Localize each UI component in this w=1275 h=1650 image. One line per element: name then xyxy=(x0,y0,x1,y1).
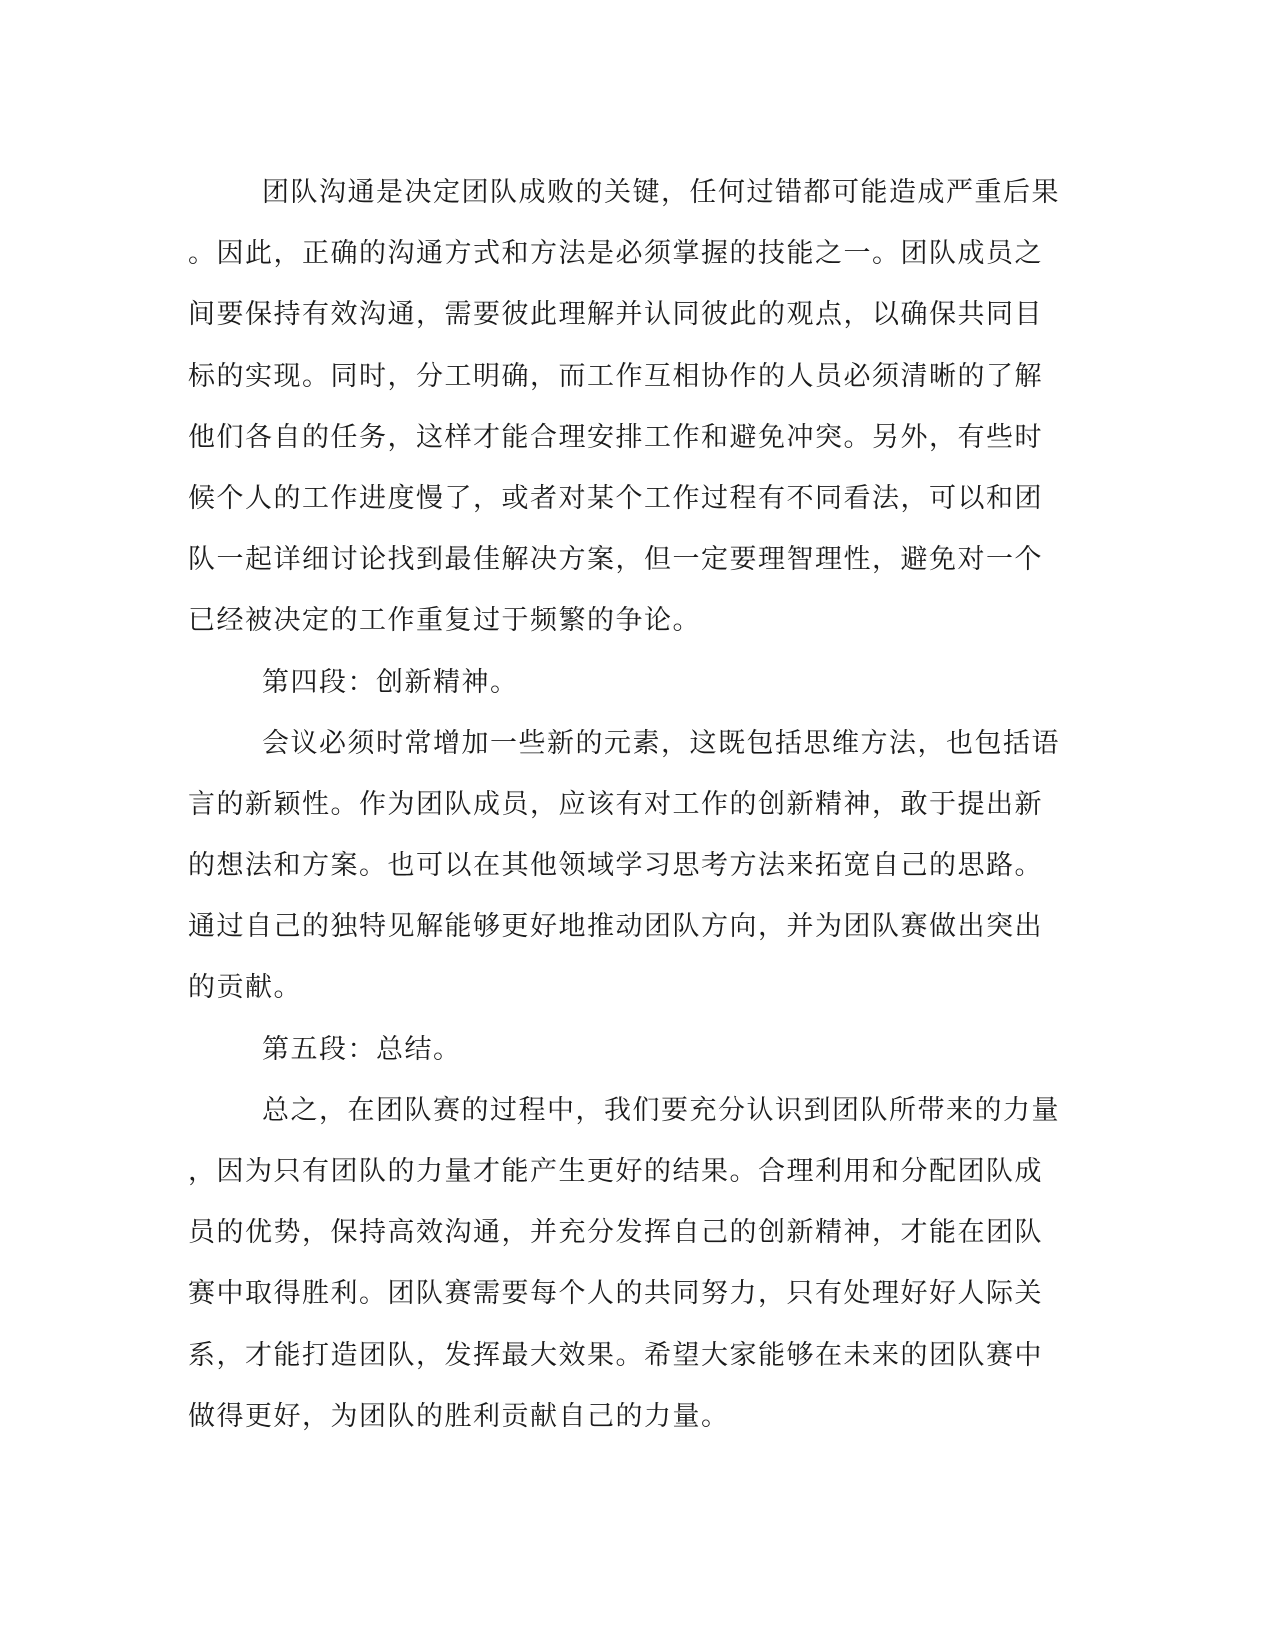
paragraph-line: 系，才能打造团队，发挥最大效果。希望大家能够在未来的团队赛中 xyxy=(188,1339,1043,1371)
paragraph-line: 团队沟通是决定团队成败的关键，任何过错都可能造成严重后果 xyxy=(262,177,1060,208)
paragraph-line: 队一起详细讨论找到最佳解决方案，但一定要理智理性，避免对一个 xyxy=(188,544,1043,576)
paragraph-line: 他们各自的任务，这样才能合理安排工作和避免冲突。另外，有些时 xyxy=(188,421,1043,453)
paragraph-line: 候个人的工作进度慢了，或者对某个工作过程有不同看法，可以和团 xyxy=(188,482,1043,514)
paragraph-line: 已经被决定的工作重复过于频繁的争论。 xyxy=(188,605,701,637)
section-heading: 第五段：总结。 xyxy=(262,1033,462,1065)
section-heading: 第四段：创新精神。 xyxy=(262,666,519,698)
paragraph-line: 间要保持有效沟通，需要彼此理解并认同彼此的观点，以确保共同目 xyxy=(188,299,1043,331)
paragraph-line: 标的实现。同时，分工明确，而工作互相协作的人员必须清晰的了解 xyxy=(188,360,1043,392)
paragraph-line: 。因此，正确的沟通方式和方法是必须掌握的技能之一。团队成员之 xyxy=(188,238,1043,270)
paragraph-line: 言的新颖性。作为团队成员，应该有对工作的创新精神，敢于提出新 xyxy=(188,788,1043,820)
paragraph-line: 赛中取得胜利。团队赛需要每个人的共同努力，只有处理好好人际关 xyxy=(188,1278,1043,1310)
paragraph-line: 的想法和方案。也可以在其他领域学习思考方法来拓宽自己的思路。 xyxy=(188,850,1043,882)
paragraph-line: 总之，在团队赛的过程中，我们要充分认识到团队所带来的力量 xyxy=(262,1094,1060,1126)
paragraph-line: 的贡献。 xyxy=(188,972,302,1004)
paragraph-line: 员的优势，保持高效沟通，并充分发挥自己的创新精神，才能在团队 xyxy=(188,1217,1043,1249)
paragraph-line: ，因为只有团队的力量才能产生更好的结果。合理利用和分配团队成 xyxy=(188,1156,1043,1187)
paragraph-line: 通过自己的独特见解能够更好地推动团队方向，并为团队赛做出突出 xyxy=(188,911,1043,943)
body-text xyxy=(188,162,1068,1447)
paragraph-line: 会议必须时常增加一些新的元素，这既包括思维方法，也包括语 xyxy=(262,727,1060,759)
paragraph-line: 做得更好，为团队的胜利贡献自己的力量。 xyxy=(188,1400,730,1432)
